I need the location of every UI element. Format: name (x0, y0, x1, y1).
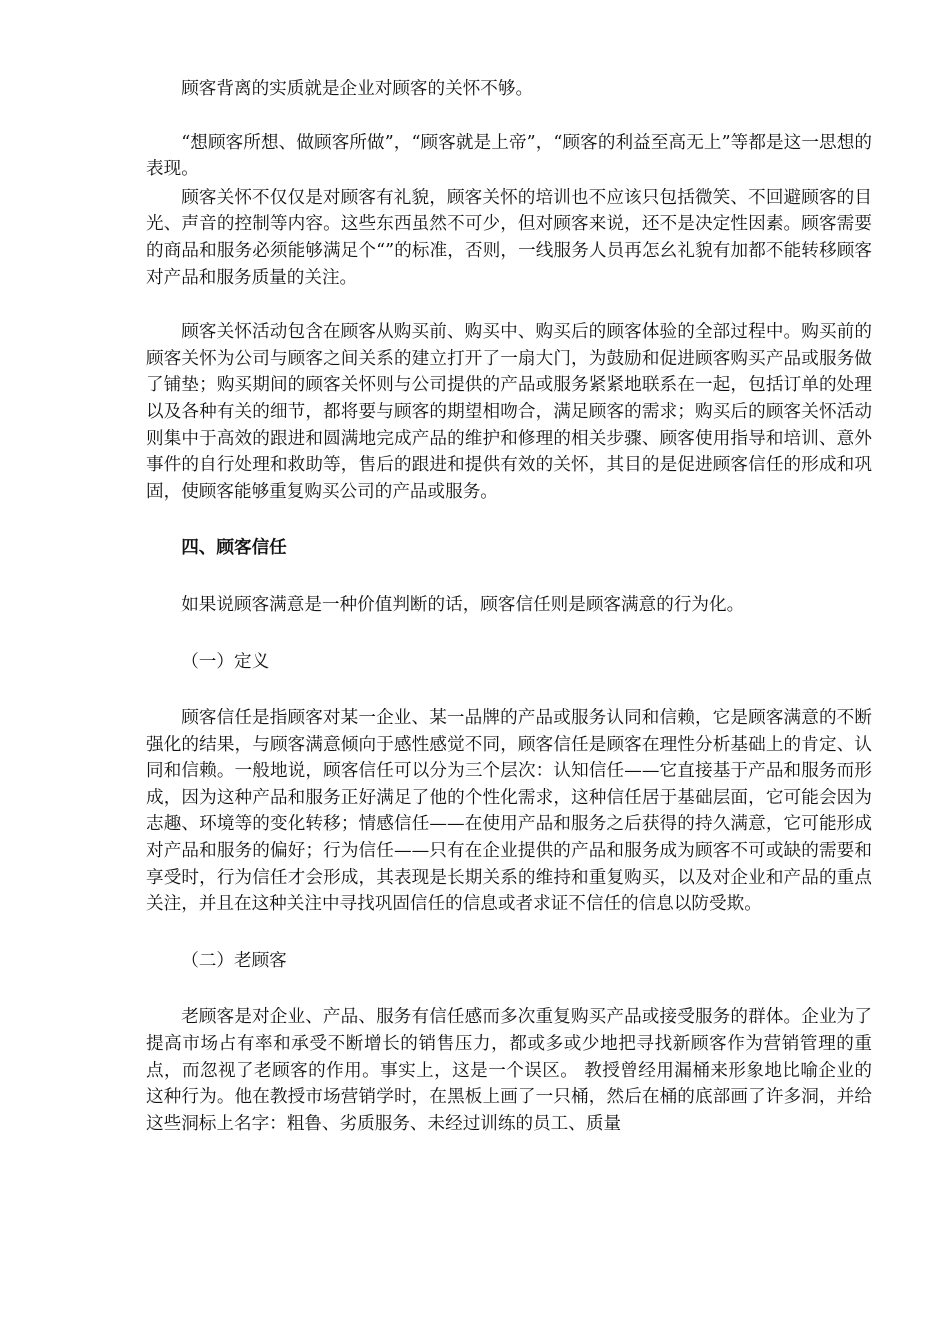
section-heading-customer-trust: 四、顾客信任 (181, 537, 287, 559)
paragraph-customer-slogans: “想顾客所想、做顾客所做”，“顾客就是上帝”，“顾客的利益至高无上”等都是这一思想的表现。 (146, 132, 872, 180)
paragraph-trust-intro: 如果说顾客满意是一种价值判断的话，顾客信任则是顾客满意的行为化。 (181, 594, 745, 615)
subheading-old-customers: （二）老顾客 (181, 950, 287, 971)
document-page (146, 76, 872, 1137)
paragraph-customer-defection: 顾客背离的实质就是企业对顾客的关怀不够。 (181, 79, 534, 99)
subheading-definition: （一）定义 (181, 651, 270, 672)
paragraph-customer-care-process: 顾客关怀活动包含在顾客从购买前、购买中、购买后的顾客体验的全部过程中。购买前的顾客关怀为公司与顾客之间关系的建立打开了一扇大门，为鼓励和促进顾客购买产品或服务做了铺垫；购买期间的顾客关怀则与公司提供的产品或服务紧紧地联系在一起，包括订单的处理以及各种有关的细节，都将要与顾客的期望相吻合，满足顾客的需求；购买后的顾客关怀活动则集中于高效的跟进和圆满地完成产品的维护和修理的相关步骤、顾客使用指导和培训、意外事件的自行处理和救助等，售后的跟进和提供有效的关怀，其目的是促进顾客信任的形成和巩固，使顾客能够重复购买公司的产品或服务。 (146, 322, 872, 502)
paragraph-customer-care-training: 顾客关怀不仅仅是对顾客有礼貌，顾客关怀的培训也不应该只包括微笑、不回避顾客的目光、声音的控制等内容。这些东西虽然不可少，但对顾客来说，还不是决定性因素。顾客需要的商品和服务必须能够满足个“”的标准，否则，一线服务人员再怎幺礼貌有加都不能转移顾客对产品和服务质量的关注。 (146, 187, 872, 288)
paragraph-old-customers: 老顾客是对企业、产品、服务有信任感而多次重复购买产品或接受服务的群体。企业为了提高市场占有率和承受不断增长的销售压力，都或多或少地把寻找新顾客作为营销管理的重点，而忽视了老顾客的作用。事实上，这是一个误区。 教授曾经用漏桶来形象地比喻企业的这种行为。他在教授市场营销学时，在黑板上画了一只桶，然后在桶的底部画了许多洞，并给这些洞标上名字：粗鲁、劣质服务、未经过训练的员工、质量 (146, 1007, 872, 1134)
paragraph-trust-definition: 顾客信任是指顾客对某一企业、某一品牌的产品或服务认同和信赖，它是顾客满意的不断强化的结果，与顾客满意倾向于感性感觉不同，顾客信任是顾客在理性分析基础上的肯定、认同和信赖。一般地说，顾客信任可以分为三个层次：认知信任——它直接基于产品和服务而形成，因为这种产品和服务正好满足了他的个性化需求，这种信任居于基础层面，它可能会因为志趣、环境等的变化转移；情感信任——在使用产品和服务之后获得的持久满意，它可能形成对产品和服务的偏好；行为信任——只有在企业提供的产品和服务成为顾客不可或缺的需要和享受时，行为信任才会形成，其表现是长期关系的维持和重复购买，以及对企业和产品的重点关注，并且在这种关注中寻找巩固信任的信息或者求证不信任的信息以防受欺。 (146, 708, 872, 915)
